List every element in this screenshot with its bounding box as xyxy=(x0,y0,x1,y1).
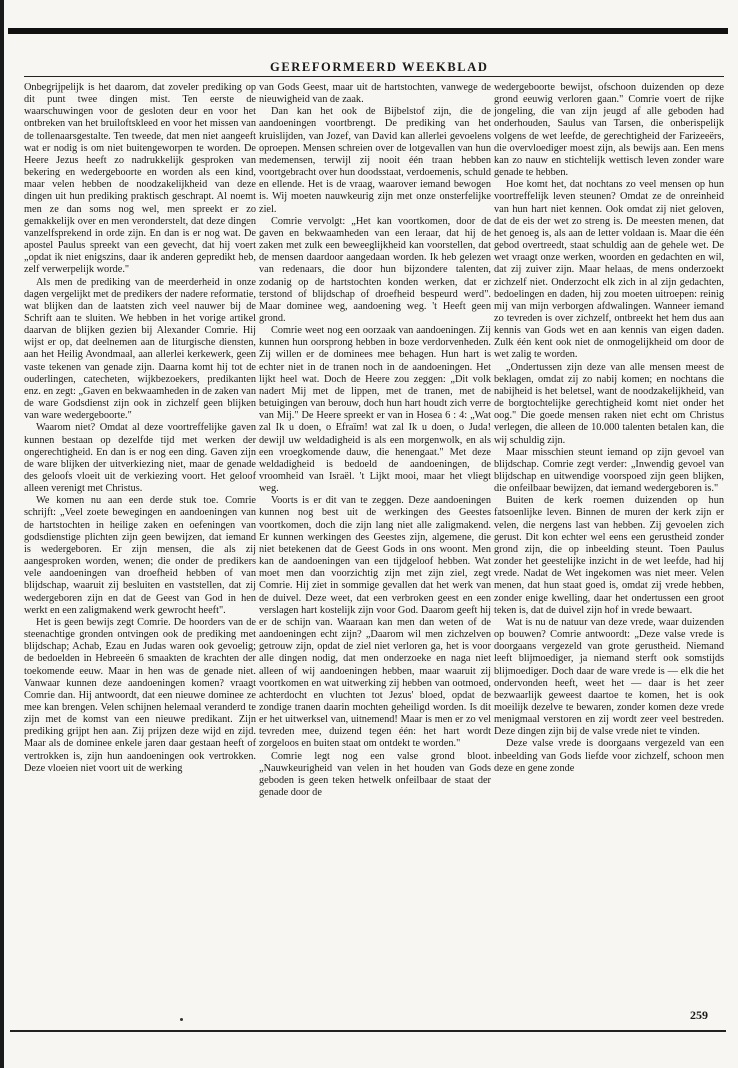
paragraph: Waarom niet? Omdat al deze voortreffelijke gaven kunnen bestaan op dezelfde tijd met werken der ongerechtigheid. En dan is er nog een ding. Gaven zijn de ware blijken der uitverkiezing niet, maar de genade des geloofs vloeit uit de verkiezing voort. Het geloof alleen verenigt met Christus. xyxy=(24,422,256,495)
paragraph: Comrie legt nog een valse grond bloot. „Nauwkeurigheid van velen in het houden van Gods geboden is geen teken hetwelk onfeilbaar de staat der genade door de xyxy=(259,750,491,799)
paragraph: Dan kan het ook de Bijbelstof zijn, die de aandoeningen voortbrengt. De prediking van het kruislijden, van Jozef, van David kan allerlei gevoelens oproepen. Mensen schreien over de lotgevallen van hun medemensen, terwijl zij nooit één traan hebben voortgebracht over hun doodsstaat, verdoemenis, schuld en ellende. Het is de vraag, waarover iemand bewogen is. Wij moeten nauwkeurig zijn met onze onsterfelijke ziel. xyxy=(259,106,491,215)
header-rule xyxy=(24,76,724,77)
paragraph: van Gods Geest, maar uit de hartstochten, vanwege de nieuwigheid van de zaak. xyxy=(259,82,491,106)
top-rule xyxy=(8,28,728,34)
paragraph: We komen nu aan een derde stuk toe. Comrie schrijft: „Veel zoete bewegingen en aandoeningen van de hartstochten in heilige zaken en oefeningen van godsdienstige plichten zijn geen bewijzen, dat iemand is wedergeboren. Er zijn mensen, die als zij aangesproken worden, wenen; die onder de predikers vele aandoeningen van droefheid hebben of van blijdschap, waaruit zij besluiten en vaststellen, dat zij wedergeboren zijn en dat de Geest van God in hen werkt en een zaligmakend werk gewrocht heeft". xyxy=(24,495,256,616)
paragraph: Buiten de kerk roemen duizenden op hun fatsoenlijke leven. Binnen de muren der kerk zijn er velen, die nergens last van hebben. Zij gevoelen zich gerust. Dit kon echter wel eens een gerustheid zonder grond zijn, die op inbeelding steunt. Toen Paulus zonder het geestelijke inzicht in de wet leefde, had hij vrede. Nadat de Wet ingekomen was niet meer. Velen menen, dat hun staat goed is, omdat zij vrede hebben, zonder enige kwelling, daar het ondertussen een groot teken is, dat de duivel zijn hof in vrede bewaart. xyxy=(494,495,724,616)
page-number: 259 xyxy=(690,1008,708,1022)
paragraph: Comrie vervolgt: „Het kan voortkomen, door de gaven en bekwaamheden van een leraar, dat hij de zaken met zulk een beweeglijkheid kan voorstellen, dat de mensen daardoor aangedaan worden. Ik heb gelezen van redenaars, die door hun bijzondere talenten, zodanig op de hartstochten konden werken, dat er terstond of blijdschap of droefheid bespeurd werd". Maar dominee weg, aandoening weg. 't Heeft geen grond. xyxy=(259,215,491,324)
paragraph: „Ondertussen zijn deze van alle mensen meest de beklagen, omdat zij zo nabij komen; en nochtans die nabijheid is het beletsel, want de noodzakelijkheid, van de borgtochtelijke gerechtigheid komt niet onder het oog." Die goede mensen raken niet echt om Christus verlegen, die alleen de 10.000 talenten betalen kan, die wij schuldig zijn. xyxy=(494,361,724,446)
paragraph: Deze valse vrede is doorgaans vergezeld van een inbeelding van Gods liefde voor zichzelf, schoon men deze en gene zonde xyxy=(494,738,724,774)
paragraph: Voorts is er dit van te zeggen. Deze aandoeningen kunnen nog best uit de werkingen des Geestes voortkomen, doch die zijn lang niet alle zaligmakend. Er kunnen werkingen des Geestes zijn, algemene, die niet betekenen dat de Geest Gods in ons woont. Men kan de aandoeningen van een tijdgeloof hebben. Wat moet men dan voorzichtig zijn met zijn ziel, zegt Comrie. Hij ziet in sommige gevallen dat het werk van de duivel. Deze weet, dat een verbroken geest en een verslagen hart kostelijk zijn voor God. Daarom geeft hij er de schijn van. Waaraan kan men dan weten of de aandoeningen echt zijn? „Daarom wil men zichzelven getrouw zijn, opdat de ziel niet verloren ga, het is voor alle dingen nodig, dat men onderzoeke en naga niet alleen of wij aandoeningen hebben, maar waaruit zij voortkomen en wat uitwerking zij hebben van ootmoed, achterdocht en vluchten tot Jezus' bloed, opdat de zondige tranen daarin mochten geheiligd worden. Is dit er het uitwerksel van, uitnemend! Maar is men er zo vel tevreden mee, duizend tegen één: het hart wordt zorgeloos en buiten staat om ontdekt te worden." xyxy=(259,495,491,750)
paragraph: wedergeboorte bewijst, ofschoon duizenden op deze grond eeuwig verloren gaan." Comrie voert de rijke jongeling, die van zijn jeugd af alle geboden had onderhouden, Saulus van Tarsen, die onberispelijk volgens de wet leefde, de gerechtigheid der Farizeeërs, die overvloediger moest zijn, als bewijs aan. Een mens kan zo nauw en stichtelijk wettisch leven zonder ware genade te hebben. xyxy=(494,82,724,179)
bottom-rule xyxy=(10,1030,726,1032)
paragraph: Maar misschien steunt iemand op zijn gevoel van blijdschap. Comrie zegt verder: „Inwendig gevoel van blijdschap en uitwendige voorspoed zijn geen blijken, die onfeilbaar bewijzen, dat iemand wedergeboren is." xyxy=(494,446,724,495)
column-1 xyxy=(24,82,256,775)
column-2 xyxy=(259,82,491,799)
paragraph: Onbegrijpelijk is het daarom, dat zoveler prediking op dit punt twee dingen mist. Ten eerste de waarschuwingen voor de gesloten deur en voor het ontbreken van het bruiloftskleed en voor het missen van de tollenaarsgestalte. Ten tweede, dat men niet aangeeft wat er nodig is om niet buitengeworpen te worden. De Heere Jezus heeft zo nadrukkelijk gesproken van bekering en wedergeboorte en worden als een kind, maar velen hebben de noodzakelijkheid van deze dingen uit hun prediking praktisch geschrapt. Al noemt men ze dan soms nog wel, men spreekt er zo gemakkelijk over en men veronderstelt, dat deze dingen vanzelfsprekend in orde zijn. En dan is er nog wat. De apostel Paulus spreekt van een gevecht, dat hij voert „opdat ik niet enigszins, daar ik anderen gepredikt heb, zelf verwerpelijk worde." xyxy=(24,82,256,276)
scan-edge xyxy=(0,0,4,1068)
paragraph: Wat is nu de natuur van deze vrede, waar duizenden op bouwen? Comrie antwoordt: „Deze valse vrede is doorgaans vergezeld van grote gerustheid. Niemand leeft blijmoediger, ja niemand sterft ook somstijds blijmoediger. Doch daar de ware vrede is — elk die het ondervonden heeft, weet het — daar is het zeer bezwaarlijk geweest daartoe te komen, het is ook moeilijk dezelve te bewaren, zonder komen deze vrede menigmaal verstoren en zij wordt zeer veel bestreden. Deze dingen zijn bij de valse vrede niet te vinden. xyxy=(494,616,724,738)
ink-dot xyxy=(180,1018,183,1021)
paragraph: Als men de prediking van de meerderheid in onze dagen vergelijkt met de predikers der nadere reformatie, wat blijken dan de laatsten zich veel nauwer bij de Schrift aan te sluiten. We hebben in het vorige artikel daarvan de blijken gezien bij Alexander Comrie. Hij wijst er op, dat deelnemen aan de liturgische diensten, aan het Heilig Avondmaal, aan allerlei kerkewerk, geen vaste tekenen van genade zijn. Daarna komt hij tot de ouderlingen, catecheten, wijkbezoekers, predikanten enz. en zegt: „Gaven en bekwaamheden in de zaken van de ware Godsdienst zijn ook in zichzelf geen blijken van ware wedergeboorte." xyxy=(24,276,256,422)
paragraph: Comrie weet nog een oorzaak van aandoeningen. Zij kunnen hun oorsprong hebben in boze verdorvenheden. Zij willen er de dominees mee behagen. Hun hart is echter niet in de tranen noch in de aandoeningen. Het lijkt heel wat. Doch de Heere zou zeggen: „Dit volk nadert Mij met de lippen, met de tranen, met de betuigingen van berouw, doch hun hart houdt zich verre van Mij." De Heere spreekt er van in Hosea 6 : 4: „Wat zal Ik u doen, o Efraïm! wat zal Ik u doen, o Juda! dewijl uw weldadigheid is als een morgenwolk, en als een vroegkomende dauw, die henengaat." Met deze weldadigheid is bedoeld de aandoeningen, de vroomheid van Israël. 't Lijkt mooi, maar het vliegt weg. xyxy=(259,325,491,495)
paragraph: Het is geen bewijs zegt Comrie. De hoorders van de steenachtige gronden ontvingen ook de prediking met blijdschap; Achab, Ezau en Judas waren ook gevoelig; de bedoelden in Hebreeën 6 smaakten de krachten der toekomende eeuw. Maar in hen was de genade niet. Vanwaar kunnen deze aandoeningen komen? vraagt Comrie dan. Hij antwoordt, dat een nieuwe dominee ze mee kan brengen. Velen schijnen helemaal veranderd te zijn met de komst van een nieuwe predikant. Zijn prediking grijpt hen aan. Zij prijzen deze wijd en zijd. Maar als de dominee enkele jaren daar gestaan heeft of vertrokken is, zijn hun aandoeningen ook vertrokken. Deze vloeien niet voort uit de werking xyxy=(24,616,256,774)
paragraph: Hoe komt het, dat nochtans zo veel mensen op hun voortreffelijk leven steunen? Omdat ze de onreinheid van hun hart niet kennen. Ook omdat zij niet geloven, dat de eis der wet zo streng is. De meesten menen, dat het genoeg is, als aan de letter voldaan is. Maar die één gebod overtreedt, staat schuldig aan de gehele wet. De wet vraagt onze werken, woorden en gedachten en wil, dat zij zuiver zijn. Maar helaas, de mens onderzoekt zichzelf niet. Onderzocht elk zich in al zijn gedachten, bedoelingen en daden, hij zou moeten uitroepen: reinig mij van mijn verborgen afdwalingen. Wanneer iemand zo tevreden is over zichzelf, ontbreekt het hem dus aan kennis van Gods wet en aan kennis van eigen daden. Zulk één kent ook niet de onmogelijkheid om door de wet zalig te worden. xyxy=(494,179,724,361)
column-3 xyxy=(494,82,724,775)
page-header: GEREFORMEERD WEEKBLAD xyxy=(270,60,489,74)
